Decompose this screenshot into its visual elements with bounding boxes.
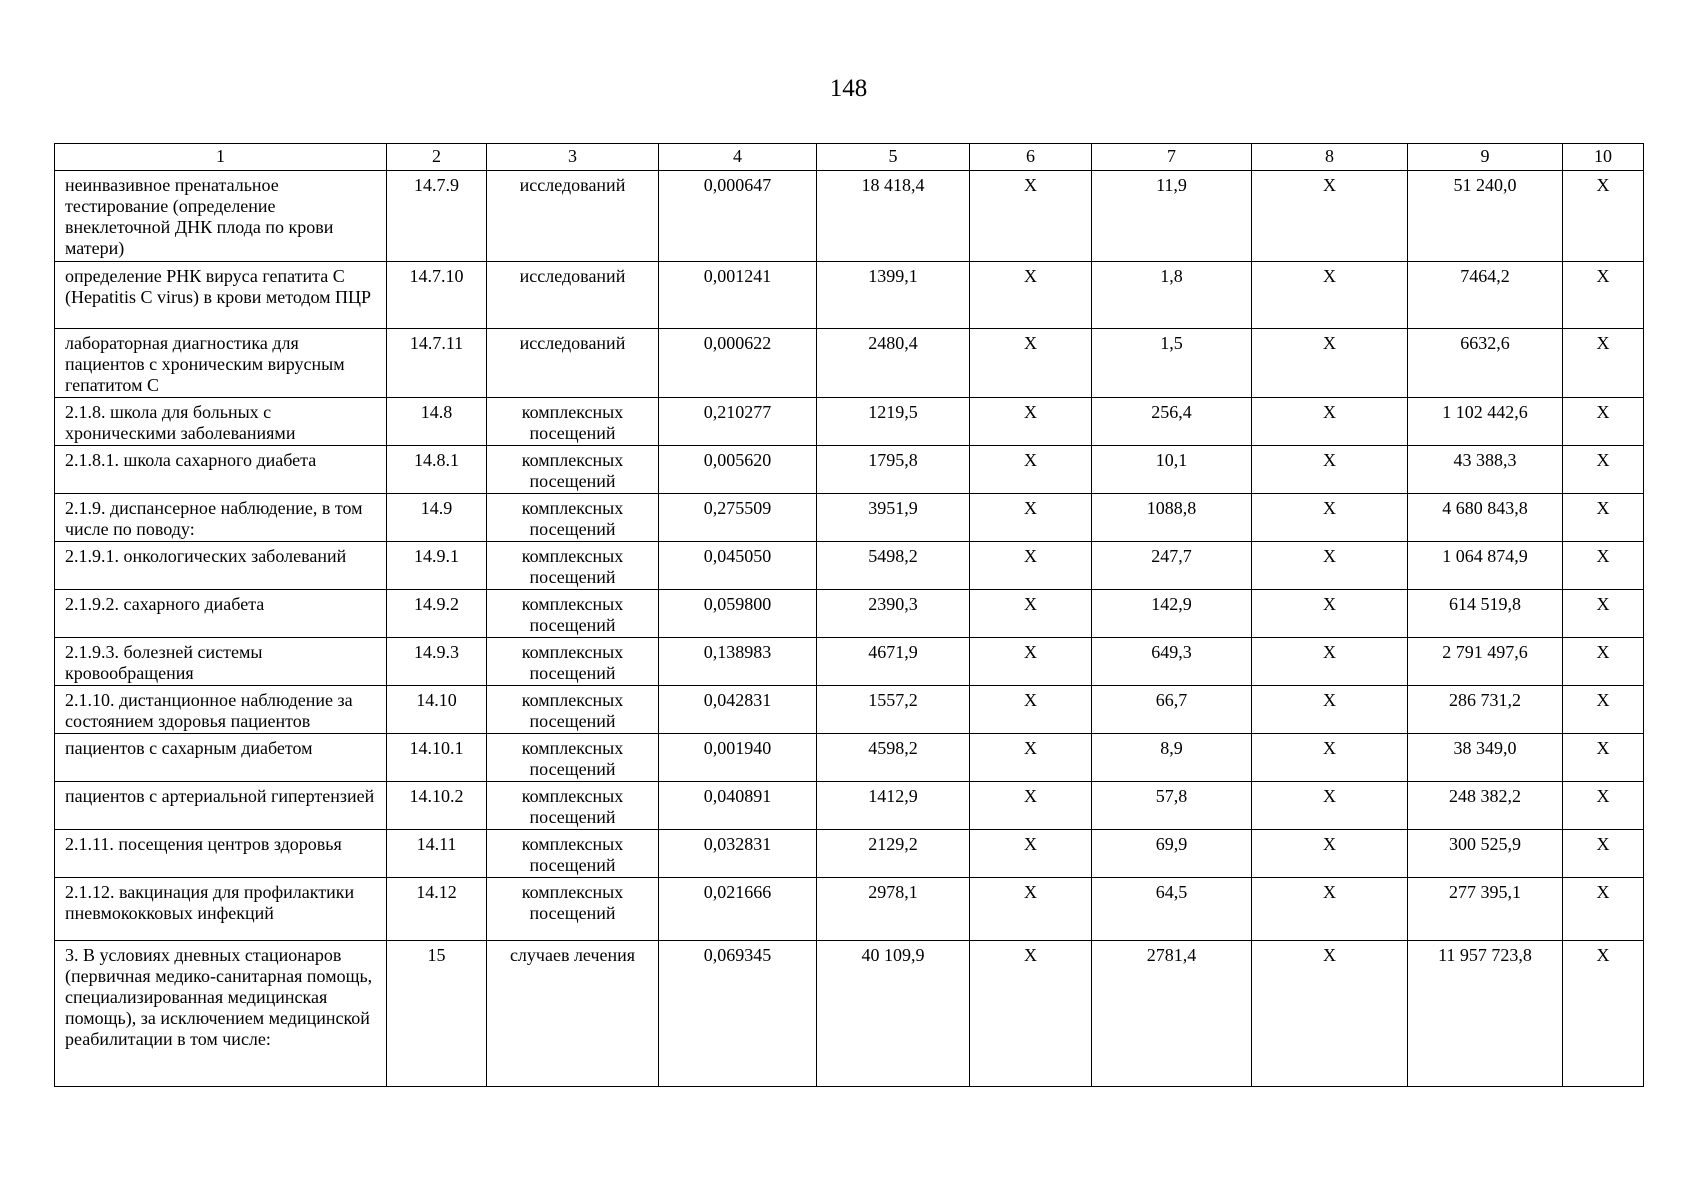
table-cell: 0,138983	[659, 638, 817, 686]
table-cell: 14.7.10	[387, 262, 487, 329]
table-cell: комплексных посещений	[487, 494, 659, 542]
table-cell: пациентов с сахарным диабетом	[55, 734, 387, 782]
table-cell: Х	[1252, 329, 1408, 398]
column-header: 10	[1563, 144, 1644, 171]
table-row	[55, 171, 1644, 262]
table-cell: комплексных посещений	[487, 782, 659, 830]
table-row	[55, 398, 1644, 446]
table-cell: 0,001940	[659, 734, 817, 782]
table-cell: комплексных посещений	[487, 734, 659, 782]
table-cell: Х	[970, 590, 1092, 638]
table-cell: Х	[970, 494, 1092, 542]
table-cell: 1088,8	[1092, 494, 1252, 542]
table-cell: 14.9	[387, 494, 487, 542]
table-row	[55, 446, 1644, 494]
table-cell: 286 731,2	[1408, 686, 1563, 734]
table-cell: 0,275509	[659, 494, 817, 542]
column-header: 7	[1092, 144, 1252, 171]
table-cell: комплексных посещений	[487, 542, 659, 590]
column-header: 2	[387, 144, 487, 171]
table-row	[55, 878, 1644, 941]
table-cell: 614 519,8	[1408, 590, 1563, 638]
table-cell: 0,210277	[659, 398, 817, 446]
table-cell: определение РНК вируса гепатита С (Hepatitis C virus) в крови методом ПЦР	[55, 262, 387, 329]
table-cell: Х	[1252, 262, 1408, 329]
table-cell: Х	[1563, 542, 1644, 590]
table-cell: Х	[1252, 782, 1408, 830]
table-cell: 0,000622	[659, 329, 817, 398]
table-cell: 2.1.11. посещения центров здоровья	[55, 830, 387, 878]
table-cell: Х	[970, 782, 1092, 830]
table-cell: Х	[1563, 941, 1644, 1087]
table-cell: 2129,2	[817, 830, 970, 878]
table-cell: 14.7.11	[387, 329, 487, 398]
table-row	[55, 941, 1644, 1087]
table-cell: Х	[1563, 590, 1644, 638]
column-header: 1	[55, 144, 387, 171]
table-cell: 1557,2	[817, 686, 970, 734]
table-cell: Х	[1252, 171, 1408, 262]
table-cell: 14.11	[387, 830, 487, 878]
table-cell: 300 525,9	[1408, 830, 1563, 878]
column-header: 8	[1252, 144, 1408, 171]
table-cell: комплексных посещений	[487, 398, 659, 446]
table-cell: 0,021666	[659, 878, 817, 941]
table-cell: 14.8.1	[387, 446, 487, 494]
table-cell: 15	[387, 941, 487, 1087]
table-cell: 64,5	[1092, 878, 1252, 941]
table-row	[55, 262, 1644, 329]
table-cell: Х	[1563, 734, 1644, 782]
table-cell: комплексных посещений	[487, 686, 659, 734]
table-cell: Х	[970, 638, 1092, 686]
table-cell: 2.1.10. дистанционное наблюдение за состоянием здоровья пациентов	[55, 686, 387, 734]
table-cell: 10,1	[1092, 446, 1252, 494]
table-cell: Х	[1252, 446, 1408, 494]
table-cell: Х	[1563, 494, 1644, 542]
table-cell: комплексных посещений	[487, 446, 659, 494]
table-cell: 14.9.1	[387, 542, 487, 590]
table-cell: 40 109,9	[817, 941, 970, 1087]
table-cell: 14.7.9	[387, 171, 487, 262]
table-cell: 649,3	[1092, 638, 1252, 686]
table-row	[55, 734, 1644, 782]
table-cell: 43 388,3	[1408, 446, 1563, 494]
table-row	[55, 590, 1644, 638]
table-cell: 0,040891	[659, 782, 817, 830]
table-cell: 0,001241	[659, 262, 817, 329]
table-cell: Х	[1252, 542, 1408, 590]
table-row	[55, 638, 1644, 686]
column-header: 4	[659, 144, 817, 171]
table-row	[55, 542, 1644, 590]
table-cell: Х	[1252, 398, 1408, 446]
table-cell: 0,042831	[659, 686, 817, 734]
table-cell: 1399,1	[817, 262, 970, 329]
table-cell: 2.1.9.3. болезней системы кровообращения	[55, 638, 387, 686]
table-cell: 247,7	[1092, 542, 1252, 590]
table-cell: 0,069345	[659, 941, 817, 1087]
table-cell: Х	[1563, 782, 1644, 830]
table-cell: комплексных посещений	[487, 878, 659, 941]
table-cell: Х	[1563, 446, 1644, 494]
table-cell: 1,8	[1092, 262, 1252, 329]
table-cell: 51 240,0	[1408, 171, 1563, 262]
table-cell: 4598,2	[817, 734, 970, 782]
table-cell: Х	[1563, 398, 1644, 446]
table-row	[55, 782, 1644, 830]
table-cell: Х	[970, 878, 1092, 941]
table-cell: 14.8	[387, 398, 487, 446]
table-cell: 3. В условиях дневных стационаров (первичная медико-санитарная помощь, специализированная медицинская помощь), за исключением медицинской реабилитации в том числе:	[55, 941, 387, 1087]
table-cell: 3951,9	[817, 494, 970, 542]
table-cell: Х	[970, 734, 1092, 782]
table-cell: Х	[970, 171, 1092, 262]
table-cell: 18 418,4	[817, 171, 970, 262]
data-table	[54, 143, 1644, 1087]
table-cell: 5498,2	[817, 542, 970, 590]
table-row	[55, 830, 1644, 878]
table-cell: Х	[1252, 590, 1408, 638]
table-cell: 2781,4	[1092, 941, 1252, 1087]
table-row	[55, 686, 1644, 734]
table-cell: Х	[1563, 171, 1644, 262]
table-cell: Х	[1563, 878, 1644, 941]
table-cell: 6632,6	[1408, 329, 1563, 398]
table-cell: Х	[970, 262, 1092, 329]
table-cell: Х	[1563, 329, 1644, 398]
table-cell: 8,9	[1092, 734, 1252, 782]
table-cell: 14.9.2	[387, 590, 487, 638]
table-cell: 2390,3	[817, 590, 970, 638]
table-cell: 1412,9	[817, 782, 970, 830]
table-cell: 0,059800	[659, 590, 817, 638]
table-cell: 2978,1	[817, 878, 970, 941]
table-cell: Х	[970, 686, 1092, 734]
table-cell: исследований	[487, 171, 659, 262]
table-cell: 2.1.12. вакцинация для профилактики пневмококковых инфекций	[55, 878, 387, 941]
table-cell: Х	[970, 542, 1092, 590]
page-number: 148	[829, 75, 868, 102]
table-cell: 0,045050	[659, 542, 817, 590]
column-header: 3	[487, 144, 659, 171]
table-cell: 11 957 723,8	[1408, 941, 1563, 1087]
table-row	[55, 329, 1644, 398]
table-cell: 142,9	[1092, 590, 1252, 638]
table-cell: 7464,2	[1408, 262, 1563, 329]
table-cell: Х	[1252, 941, 1408, 1087]
table-cell: Х	[1563, 830, 1644, 878]
table-cell: 0,000647	[659, 171, 817, 262]
table-cell: 14.9.3	[387, 638, 487, 686]
table-cell: Х	[1252, 878, 1408, 941]
table-cell: Х	[1252, 638, 1408, 686]
table-cell: 1795,8	[817, 446, 970, 494]
table-cell: случаев лечения	[487, 941, 659, 1087]
table-cell: 4671,9	[817, 638, 970, 686]
table-cell: 2 791 497,6	[1408, 638, 1563, 686]
table-cell: комплексных посещений	[487, 830, 659, 878]
table-cell: 66,7	[1092, 686, 1252, 734]
table-cell: 2.1.8.1. школа сахарного диабета	[55, 446, 387, 494]
table-cell: 38 349,0	[1408, 734, 1563, 782]
table-cell: Х	[1252, 734, 1408, 782]
table-cell: Х	[970, 398, 1092, 446]
table-cell: Х	[970, 941, 1092, 1087]
table-cell: 2.1.9.1. онкологических заболеваний	[55, 542, 387, 590]
table-cell: Х	[1563, 686, 1644, 734]
table-cell: 0,005620	[659, 446, 817, 494]
table-cell: лабораторная диагностика для пациентов с хроническим вирусным гепатитом С	[55, 329, 387, 398]
table-cell: 14.10.1	[387, 734, 487, 782]
table-cell: 14.12	[387, 878, 487, 941]
table-cell: 14.10	[387, 686, 487, 734]
column-header: 9	[1408, 144, 1563, 171]
table-cell: 0,032831	[659, 830, 817, 878]
table-cell: Х	[1563, 638, 1644, 686]
table-cell: 2.1.9. диспансерное наблюдение, в том числе по поводу:	[55, 494, 387, 542]
table-cell: Х	[1563, 262, 1644, 329]
table-cell: 1 064 874,9	[1408, 542, 1563, 590]
table-cell: Х	[1252, 494, 1408, 542]
table-cell: исследований	[487, 329, 659, 398]
table-cell: исследований	[487, 262, 659, 329]
table-cell: 1219,5	[817, 398, 970, 446]
column-header: 6	[970, 144, 1092, 171]
table-cell: 4 680 843,8	[1408, 494, 1563, 542]
table-cell: 1 102 442,6	[1408, 398, 1563, 446]
table-cell: Х	[970, 329, 1092, 398]
table-cell: комплексных посещений	[487, 638, 659, 686]
table-cell: 1,5	[1092, 329, 1252, 398]
table-cell: Х	[1252, 686, 1408, 734]
table-cell: комплексных посещений	[487, 590, 659, 638]
table-cell: 14.10.2	[387, 782, 487, 830]
table-cell: 57,8	[1092, 782, 1252, 830]
table-cell: 2.1.8. школа для больных с хроническими заболеваниями	[55, 398, 387, 446]
table-cell: Х	[1252, 830, 1408, 878]
table-cell: неинвазивное пренатальное тестирование (определение внеклеточной ДНК плода по крови матери)	[55, 171, 387, 262]
table-cell: 2480,4	[817, 329, 970, 398]
table-cell: 277 395,1	[1408, 878, 1563, 941]
column-header: 5	[817, 144, 970, 171]
table-cell: пациентов с артериальной гипертензией	[55, 782, 387, 830]
table-cell: Х	[970, 446, 1092, 494]
table-row	[55, 494, 1644, 542]
table-cell: 248 382,2	[1408, 782, 1563, 830]
table-cell: Х	[970, 830, 1092, 878]
table-cell: 256,4	[1092, 398, 1252, 446]
table-header-row	[55, 144, 1644, 171]
table-cell: 11,9	[1092, 171, 1252, 262]
table-cell: 69,9	[1092, 830, 1252, 878]
table-cell: 2.1.9.2. сахарного диабета	[55, 590, 387, 638]
